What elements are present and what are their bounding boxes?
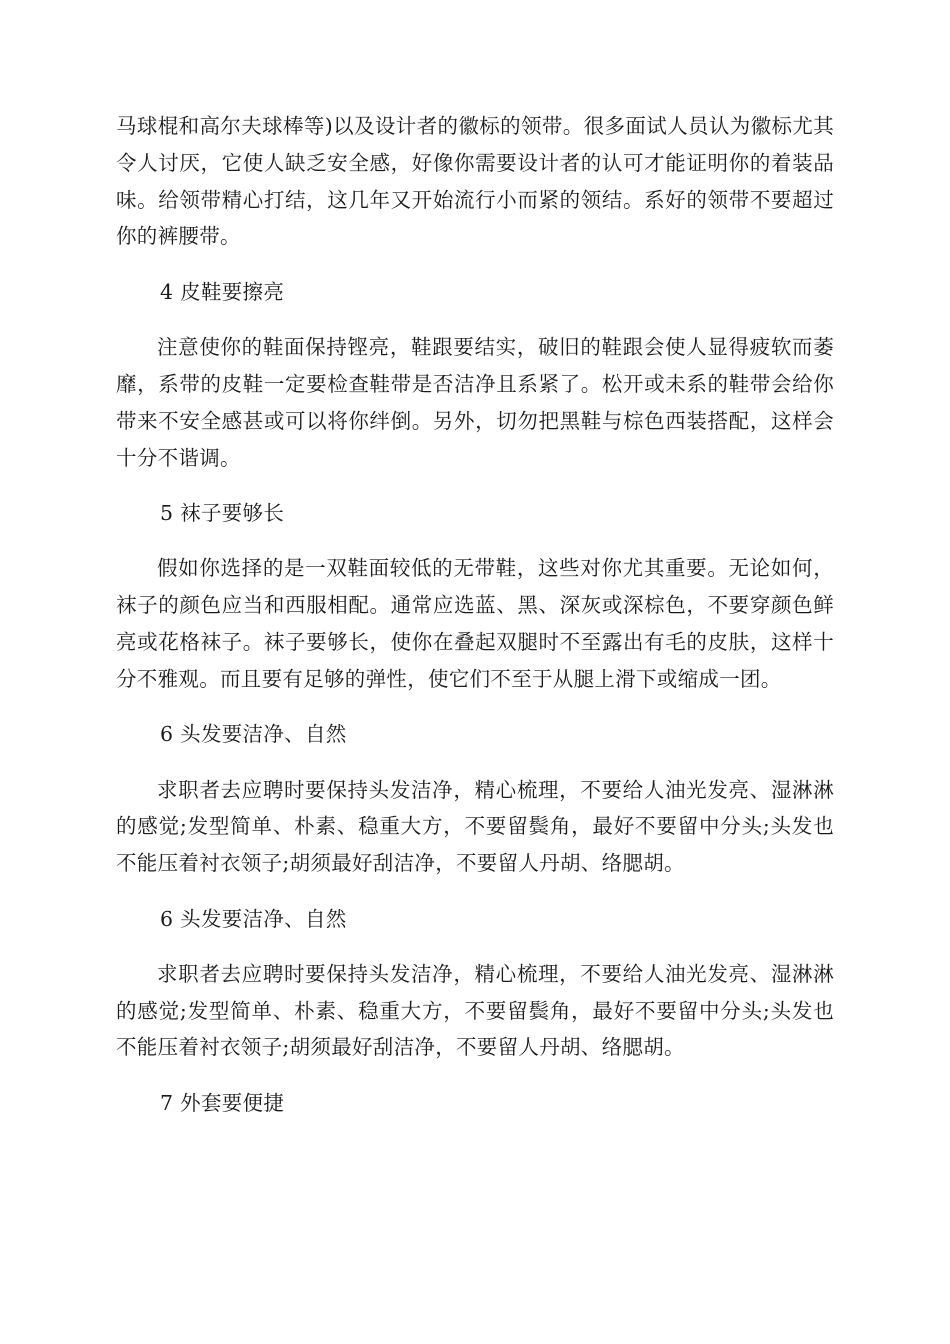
heading-socks: 5 袜子要够长	[160, 500, 285, 525]
heading-coat: 7 外套要便捷	[160, 1090, 285, 1115]
heading-shoes: 4 皮鞋要擦亮	[160, 279, 285, 304]
paragraph-socks: 假如你选择的是一双鞋面较低的无带鞋，这些对你尤其重要。无论如何，袜子的颜色应当和西服相配。通常应选蓝、黑、深灰或深棕色，不要穿颜色鲜亮或花格袜子。袜子要够长，使你在叠起双腿时不至露出有毛的皮肤，这样十分不雅观。而且要有足够的弹性，使它们不至于从腿上滑下或缩成一团。	[116, 556, 834, 691]
heading-hair-repeat: 6 头发要洁净、自然	[160, 906, 347, 931]
paragraph-tie-continued: 马球棍和高尔夫球棒等)以及设计者的徽标的领带。很多面试人员认为徽标尤其令人讨厌，它使人缺乏安全感，好像你需要设计者的认可才能证明你的着装品味。给领带精心打结，这几年又开始流行小而紧的领结。系好的领带不要超过你的裤腰带。	[116, 114, 834, 249]
paragraph-hair: 求职者去应聘时要保持头发洁净，精心梳理，不要给人油光发亮、湿淋淋的感觉;发型简单、朴素、稳重大方，不要留鬓角，最好不要留中分头;头发也不能压着衬衣领子;胡须最好刮洁净，不要留人丹胡、络腮胡。	[116, 777, 834, 876]
heading-hair: 6 头发要洁净、自然	[160, 722, 347, 747]
paragraph-hair-repeat: 求职者去应聘时要保持头发洁净，精心梳理，不要给人油光发亮、湿淋淋的感觉;发型简单、朴素、稳重大方，不要留鬓角，最好不要留中分头;头发也不能压着衬衣领子;胡须最好刮洁净，不要留人丹胡、络腮胡。	[116, 961, 834, 1060]
document-page	[116, 108, 834, 1140]
paragraph-shoes: 注意使你的鞋面保持铿亮，鞋跟要结实，破旧的鞋跟会使人显得疲软而萎靡，系带的皮鞋一定要检查鞋带是否洁净且系紧了。松开或未系的鞋带会给你带来不安全感甚或可以将你绊倒。另外，切勿把黑鞋与棕色西装搭配，这样会十分不谐调。	[116, 335, 834, 470]
